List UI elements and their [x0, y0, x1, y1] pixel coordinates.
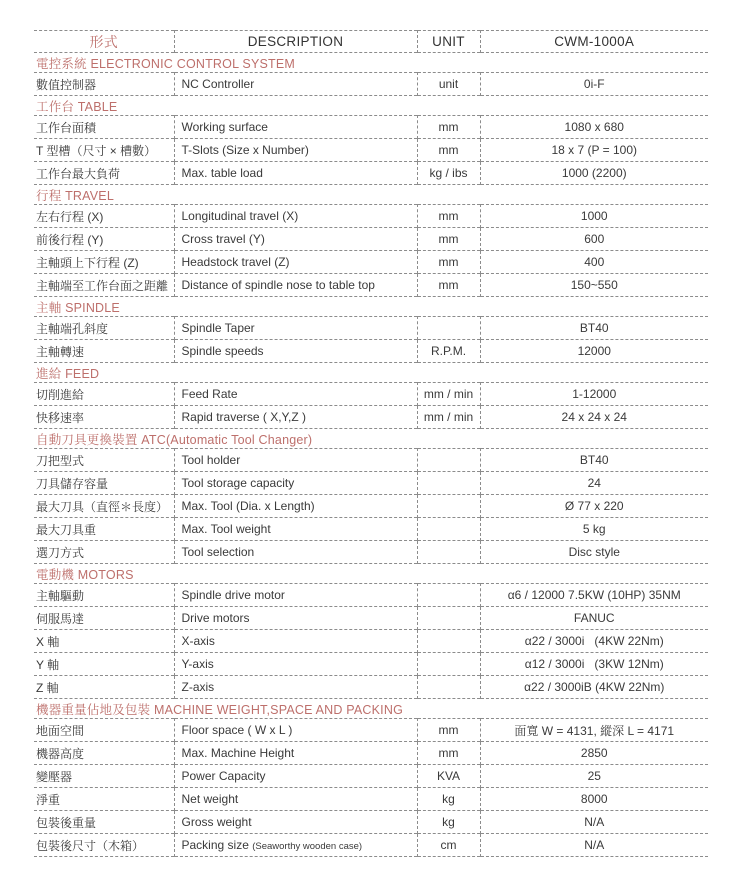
- spec-name-zh: 主軸端孔斜度: [36, 321, 109, 336]
- section-header-row: [34, 185, 708, 205]
- spec-description: Max. Machine Height: [174, 742, 417, 765]
- spec-row: [34, 228, 708, 251]
- spec-name-zh: 主軸驅動: [36, 588, 85, 603]
- spec-value: BT40: [480, 449, 708, 472]
- spec-value: 24 x 24 x 24: [480, 406, 708, 429]
- spec-row: [34, 251, 708, 274]
- section-header-row: [34, 699, 708, 719]
- spec-value: N/A: [480, 811, 708, 834]
- column-header-unit: UNIT: [417, 31, 480, 53]
- spec-row: [34, 719, 708, 742]
- spec-value: N/A: [480, 834, 708, 857]
- header-row: [34, 31, 708, 53]
- spec-name-zh: 機器高度: [36, 746, 85, 761]
- column-header-model: CWM-1000A: [480, 31, 708, 53]
- spec-description: Working surface: [174, 116, 417, 139]
- spec-description-main: Packing size: [181, 838, 249, 852]
- spec-description: Cross travel (Y): [174, 228, 417, 251]
- spec-value: 5 kg: [480, 518, 708, 541]
- spec-description: Spindle drive motor: [174, 584, 417, 607]
- spec-row: [34, 73, 708, 96]
- spec-name-zh: 切削進給: [36, 387, 85, 402]
- section-header-row: [34, 297, 708, 317]
- section-header-row: [34, 96, 708, 116]
- spec-row: [34, 834, 708, 857]
- section-title: 電控系統 ELECTRONIC CONTROL SYSTEM: [36, 56, 296, 71]
- spec-description: X-axis: [174, 630, 417, 653]
- spec-description: Feed Rate: [174, 383, 417, 406]
- spec-description: Drive motors: [174, 607, 417, 630]
- spec-unit: [417, 317, 480, 340]
- spec-unit: mm: [417, 139, 480, 162]
- spec-row: [34, 584, 708, 607]
- spec-value: 18 x 7 (P = 100): [480, 139, 708, 162]
- spec-name-zh: 伺服馬達: [36, 611, 85, 626]
- spec-description: Z-axis: [174, 676, 417, 699]
- spec-name-zh: T 型槽（尺寸 × 槽數）: [36, 143, 157, 158]
- spec-row: [34, 406, 708, 429]
- spec-name-zh: 最大刀具（直徑＊長度）: [36, 499, 169, 514]
- spec-row: [34, 742, 708, 765]
- spec-name-zh: 快移速率: [36, 410, 85, 425]
- section-title: 電動機 MOTORS: [36, 567, 134, 582]
- spec-row: [34, 541, 708, 564]
- column-header-type: 形式: [89, 33, 119, 50]
- spec-unit: mm: [417, 228, 480, 251]
- section-header-row: [34, 363, 708, 383]
- spec-unit: mm: [417, 274, 480, 297]
- spec-name-zh: 前後行程 (Y): [36, 232, 104, 247]
- spec-row: [34, 139, 708, 162]
- spec-description: Rapid traverse ( X,Y,Z ): [174, 406, 417, 429]
- spec-description: Max. table load: [174, 162, 417, 185]
- spec-row: [34, 765, 708, 788]
- spec-name-zh: 工作台面積: [36, 120, 97, 135]
- spec-name-zh: 選刀方式: [36, 545, 85, 560]
- spec-unit: [417, 584, 480, 607]
- spec-description: T-Slots (Size x Number): [174, 139, 417, 162]
- spec-name-zh: 刀具儲存容量: [36, 476, 109, 491]
- spec-name-zh: 變壓器: [36, 769, 73, 784]
- spec-row: [34, 495, 708, 518]
- spec-name-zh: 包裝後尺寸（木箱）: [36, 838, 145, 853]
- spec-name-zh: Z 軸: [36, 680, 59, 695]
- spec-unit: kg: [417, 811, 480, 834]
- spec-name-zh: 最大刀具重: [36, 522, 97, 537]
- spec-unit: [417, 676, 480, 699]
- spec-value: 12000: [480, 340, 708, 363]
- spec-unit: [417, 472, 480, 495]
- spec-unit: R.P.M.: [417, 340, 480, 363]
- section-title: 行程 TRAVEL: [36, 188, 114, 203]
- spec-name-zh: 左右行程 (X): [36, 209, 104, 224]
- spec-row: [34, 205, 708, 228]
- spec-description: Spindle speeds: [174, 340, 417, 363]
- spec-unit: cm: [417, 834, 480, 857]
- spec-value: α22 / 3000i (4KW 22Nm): [480, 630, 708, 653]
- spec-row: [34, 162, 708, 185]
- spec-description: [174, 834, 417, 857]
- spec-description: Net weight: [174, 788, 417, 811]
- spec-unit: mm: [417, 205, 480, 228]
- section-header-row: [34, 429, 708, 449]
- spec-row: [34, 274, 708, 297]
- spec-value: 1000: [480, 205, 708, 228]
- section-title: 進給 FEED: [36, 366, 100, 381]
- spec-row: [34, 630, 708, 653]
- spec-description: Tool storage capacity: [174, 472, 417, 495]
- spec-unit: [417, 449, 480, 472]
- spec-description: Max. Tool weight: [174, 518, 417, 541]
- spec-description: Floor space ( W x L ): [174, 719, 417, 742]
- spec-name-zh: 地面空間: [36, 723, 85, 738]
- spec-unit: KVA: [417, 765, 480, 788]
- spec-value: 2850: [480, 742, 708, 765]
- section-title: 機器重量佔地及包裝 MACHINE WEIGHT,SPACE AND PACKING: [36, 702, 404, 717]
- spec-unit: [417, 630, 480, 653]
- spec-unit: [417, 518, 480, 541]
- spec-name-zh: 主軸頭上下行程 (Z): [36, 255, 139, 270]
- spec-description: Gross weight: [174, 811, 417, 834]
- spec-row: [34, 317, 708, 340]
- spec-unit: [417, 541, 480, 564]
- spec-table: [34, 30, 708, 857]
- spec-unit: kg / ibs: [417, 162, 480, 185]
- spec-value: 面寬 W = 4131, 縱深 L = 4171: [480, 719, 708, 742]
- spec-description: Power Capacity: [174, 765, 417, 788]
- spec-unit: mm / min: [417, 406, 480, 429]
- spec-row: [34, 788, 708, 811]
- spec-row: [34, 811, 708, 834]
- spec-row: [34, 116, 708, 139]
- spec-description: Tool selection: [174, 541, 417, 564]
- spec-name-zh: 刀把型式: [36, 453, 85, 468]
- spec-name-zh: 包裝後重量: [36, 815, 97, 830]
- spec-name-zh: 主軸轉速: [36, 344, 85, 359]
- spec-value: α22 / 3000iB (4KW 22Nm): [480, 676, 708, 699]
- section-title: 自動刀具更換裝置 ATC(Automatic Tool Changer): [36, 432, 313, 447]
- spec-row: [34, 653, 708, 676]
- spec-name-zh: Y 軸: [36, 657, 60, 672]
- spec-description-note: (Seaworthy wooden case): [252, 841, 363, 852]
- section-title: 工作台 TABLE: [36, 99, 118, 114]
- spec-unit: kg: [417, 788, 480, 811]
- spec-value: Ø 77 x 220: [480, 495, 708, 518]
- spec-value: 400: [480, 251, 708, 274]
- spec-name-zh: 主軸端至工作台面之距離: [36, 278, 169, 293]
- section-header-row: [34, 53, 708, 73]
- spec-name-zh: X 軸: [36, 634, 60, 649]
- spec-value: 600: [480, 228, 708, 251]
- spec-value: 0i-F: [480, 73, 708, 96]
- spec-unit: [417, 653, 480, 676]
- column-header-description: DESCRIPTION: [174, 31, 417, 53]
- spec-description: Tool holder: [174, 449, 417, 472]
- spec-description: Longitudinal travel (X): [174, 205, 417, 228]
- spec-unit: mm: [417, 251, 480, 274]
- section-title: 主軸 SPINDLE: [36, 300, 120, 315]
- spec-unit: unit: [417, 73, 480, 96]
- spec-value: 150~550: [480, 274, 708, 297]
- spec-description: Distance of spindle nose to table top: [174, 274, 417, 297]
- spec-row: [34, 383, 708, 406]
- spec-row: [34, 340, 708, 363]
- spec-table-header: [34, 31, 708, 53]
- spec-value: 25: [480, 765, 708, 788]
- spec-unit: mm: [417, 719, 480, 742]
- spec-value: 1000 (2200): [480, 162, 708, 185]
- spec-value: 8000: [480, 788, 708, 811]
- spec-value: BT40: [480, 317, 708, 340]
- spec-description: NC Controller: [174, 73, 417, 96]
- spec-row: [34, 449, 708, 472]
- spec-description: Max. Tool (Dia. x Length): [174, 495, 417, 518]
- spec-description: Spindle Taper: [174, 317, 417, 340]
- section-header-row: [34, 564, 708, 584]
- spec-row: [34, 518, 708, 541]
- spec-unit: mm: [417, 742, 480, 765]
- spec-unit: [417, 495, 480, 518]
- spec-name-zh: 數值控制器: [36, 77, 97, 92]
- spec-unit: mm: [417, 116, 480, 139]
- spec-row: [34, 607, 708, 630]
- spec-row: [34, 472, 708, 495]
- spec-name-zh: 淨重: [36, 792, 61, 807]
- spec-name-zh: 工作台最大負荷: [36, 166, 121, 181]
- spec-value: 1-12000: [480, 383, 708, 406]
- spec-value: 24: [480, 472, 708, 495]
- spec-value: α6 / 12000 7.5KW (10HP) 35NM: [480, 584, 708, 607]
- spec-table-body: [34, 53, 708, 857]
- spec-value: FANUC: [480, 607, 708, 630]
- spec-value: α12 / 3000i (3KW 12Nm): [480, 653, 708, 676]
- spec-value: Disc style: [480, 541, 708, 564]
- spec-value: 1080 x 680: [480, 116, 708, 139]
- spec-row: [34, 676, 708, 699]
- spec-description: Headstock travel (Z): [174, 251, 417, 274]
- spec-unit: mm / min: [417, 383, 480, 406]
- spec-description: Y-axis: [174, 653, 417, 676]
- spec-unit: [417, 607, 480, 630]
